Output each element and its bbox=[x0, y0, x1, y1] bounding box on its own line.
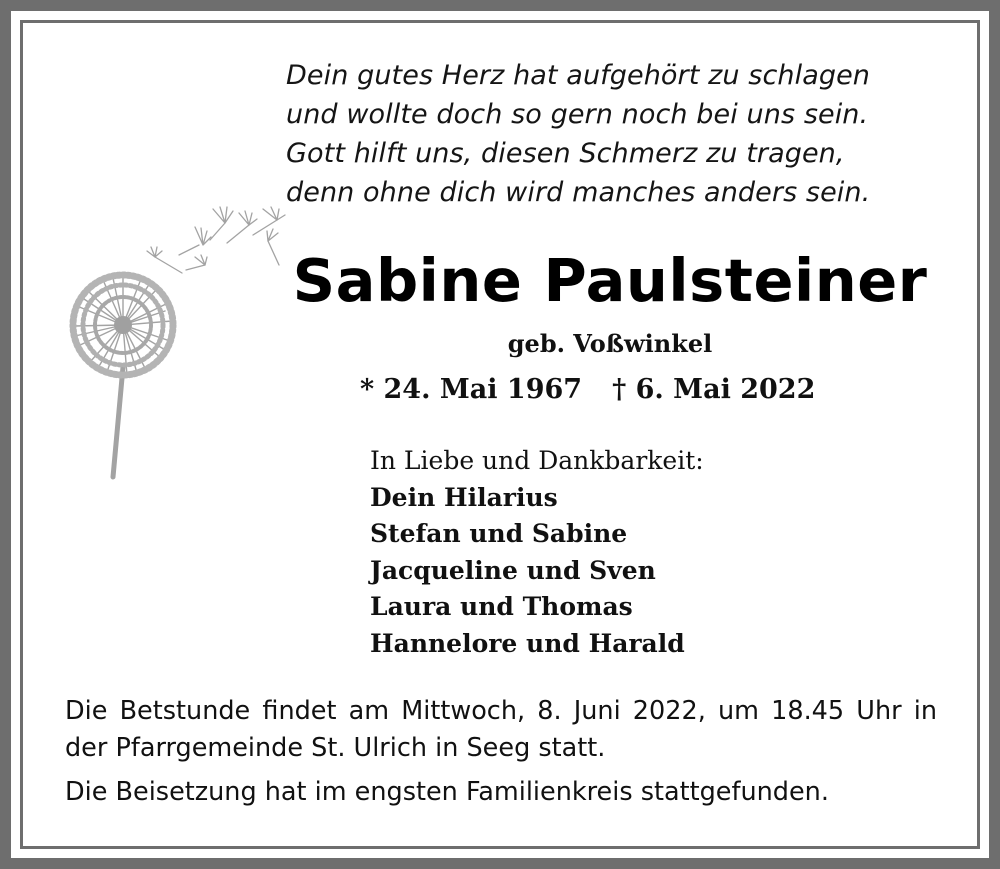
life-dates bbox=[360, 370, 880, 410]
death-date: † 6. Mai 2022 bbox=[612, 374, 816, 405]
poem-line: Dein gutes Herz hat aufgehört zu schlagen bbox=[286, 60, 871, 91]
poem-line: denn ohne dich wird manches anders sein. bbox=[286, 177, 871, 208]
mourner-name: Jacqueline und Sven bbox=[370, 555, 656, 585]
service-notices bbox=[65, 693, 937, 811]
mourners-list bbox=[370, 443, 930, 662]
memorial-poem bbox=[286, 56, 946, 212]
mourner-name: Dein Hilarius bbox=[370, 482, 558, 512]
poem-line: und wollte doch so gern noch bei uns sein. bbox=[286, 99, 869, 130]
mourner-name: Stefan und Sabine bbox=[370, 519, 628, 548]
birth-date: * 24. Mai 1967 bbox=[360, 374, 583, 405]
mourners-intro: In Liebe und Dankbarkeit: bbox=[370, 446, 704, 475]
mourner-name: Laura und Thomas bbox=[370, 592, 633, 621]
maiden-name: geb. Voßwinkel bbox=[507, 329, 713, 358]
prayer-notice: Die Betstunde findet am Mittwoch, 8. Juni 2022, um 18.45 Uhr in der Pfarrgemeinde St. Ulrich in Seeg statt. bbox=[65, 696, 937, 763]
mourner-name: Hannelore und Harald bbox=[370, 628, 685, 658]
deceased-name: Sabine Paulsteiner bbox=[292, 246, 928, 315]
burial-notice: Die Beisetzung hat im engsten Familienkreis stattgefunden. bbox=[65, 777, 829, 807]
poem-line: Gott hilft uns, diesen Schmerz zu tragen, bbox=[286, 138, 845, 169]
